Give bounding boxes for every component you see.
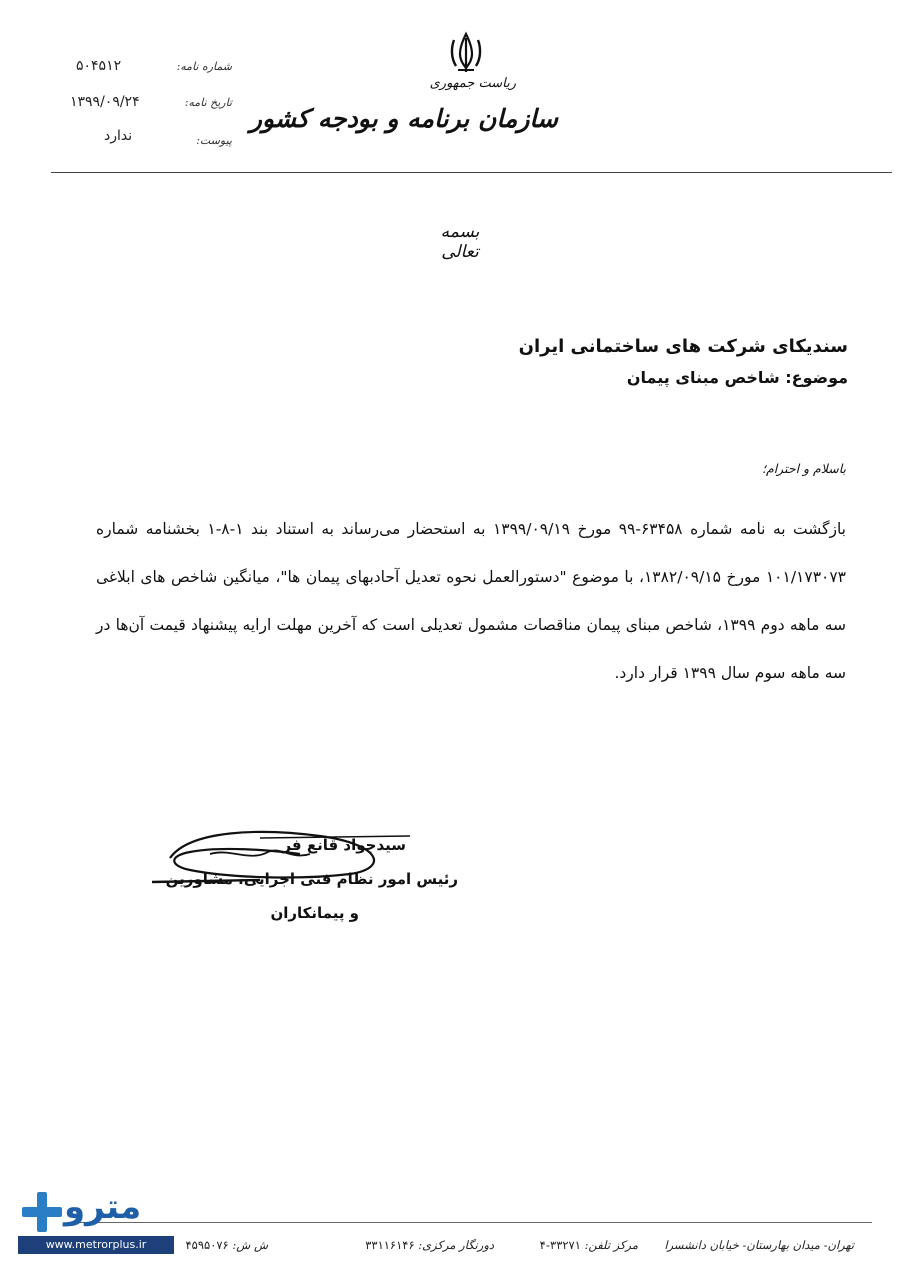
header-divider <box>51 172 892 173</box>
subject: موضوع: شاخص مبنای پیمان <box>626 368 848 387</box>
footer-fax <box>365 1238 494 1252</box>
recipient: سندیکای شرکت های ساختمانی ایران <box>518 336 848 357</box>
invocation: بسمه تعالی <box>440 222 480 262</box>
letter-date-value: ۱۳۹۹/۰۹/۲۴ <box>70 94 140 110</box>
organization-name: سازمان برنامه و بودجه کشور <box>249 104 558 133</box>
letter-number-value: ۵۰۴۵۱۲ <box>76 58 122 74</box>
body-paragraph: بازگشت به نامه شماره ۶۳۴۵۸-۹۹ مورخ ۱۳۹۹/۰۹/۱۹ به استحضار می‌رساند به استناد بند ۱-۸-۱ بخشنامه شماره ۱۰۱/۱۷۳۰۷۳ مورخ ۱۳۸۲/۰۹/۱۵، با موضوع "دستورالعمل نحوه تعدیل آحادبهای پیمان ها"، میانگین شاخص های ابلاغی سه ماهه دوم ۱۳۹۹، شاخص مبنای پیمان مناقصات مشمول تعدیلی است که آخرین مهلت ارایه پیشنهاد قیمت آن‌ها در سه ماهه سوم سال ۱۳۹۹ قرار دارد. <box>96 520 847 682</box>
footer-phone-value: ۳۳۲۷۱-۴ <box>539 1238 581 1252</box>
signatory-name: سیدجواد قانع فر <box>282 836 406 854</box>
greeting: باسلام و احترام؛ <box>762 461 846 476</box>
footer-fax-label: دورنگار مرکزی: <box>418 1238 494 1252</box>
attachment-value: ندارد <box>104 128 133 144</box>
footer-address: تهران- میدان بهارستان- خیابان دانشسرا <box>664 1238 854 1252</box>
signatory-title-line2: و پیمانکاران <box>270 904 359 922</box>
attachment-label: پیوست: <box>196 134 232 147</box>
letter-date-label: تاریخ نامه: <box>184 96 232 109</box>
footer-postal-value: ۴۵۹۵۰۷۶ <box>185 1238 229 1252</box>
footer-postal-label: ش ش: <box>232 1238 268 1252</box>
emblem-icon <box>446 30 486 74</box>
letter-number-label: شماره نامه: <box>176 60 232 73</box>
presidency-label: ریاست جمهوری <box>429 76 516 91</box>
plus-icon <box>22 1192 62 1232</box>
footer-divider <box>72 1222 872 1223</box>
footer-phone-label: مرکز تلفن: <box>584 1238 638 1252</box>
footer-postal <box>185 1238 268 1252</box>
watermark-logo <box>18 1182 174 1258</box>
watermark-brand: مترو <box>64 1187 142 1227</box>
signatory-title-line1: رئیس امور نظام فنی اجرایی، مشاورین <box>165 870 458 888</box>
footer-fax-value: ۳۳۱۱۶۱۴۶ <box>365 1238 415 1252</box>
watermark-url: www.metrorplus.ir <box>18 1236 174 1254</box>
footer-phone <box>540 1238 638 1252</box>
